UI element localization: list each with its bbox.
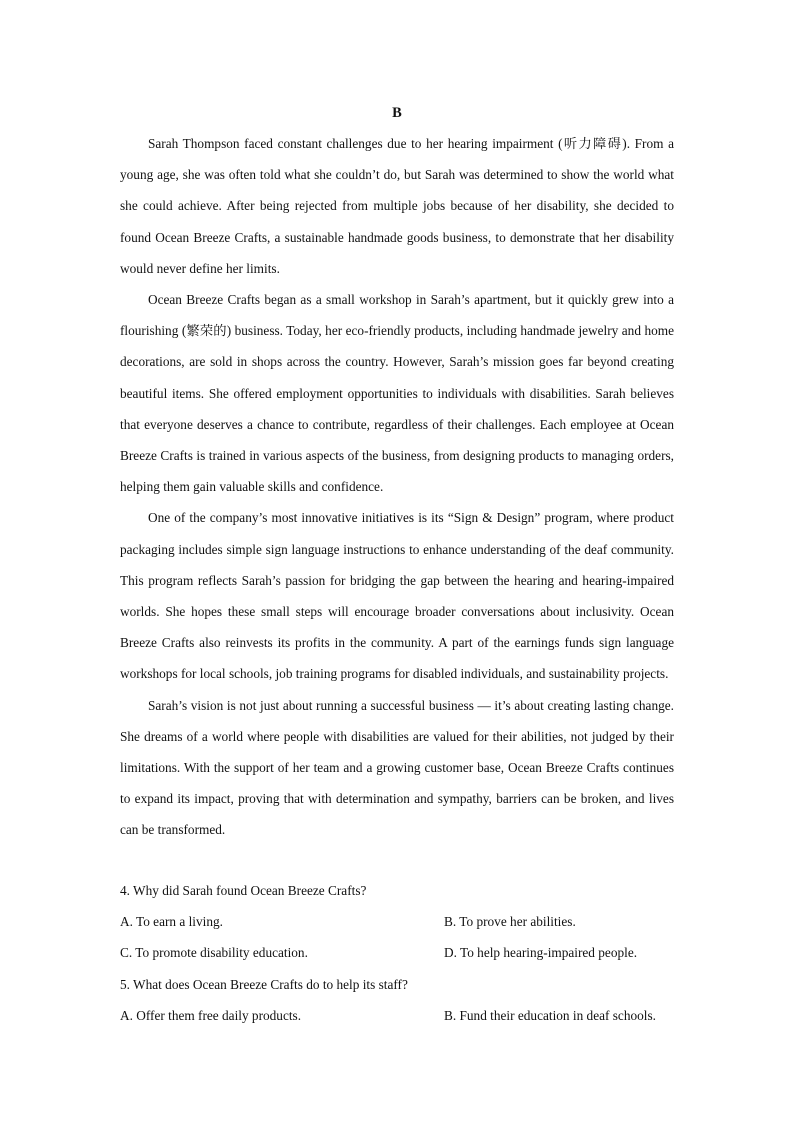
question-4: [120, 875, 680, 969]
section-label: B: [392, 105, 402, 121]
option-c: C. To promote disability education.: [120, 945, 308, 961]
question-stem: 5. What does Ocean Breeze Crafts do to help its staff?: [120, 976, 408, 992]
reading-passage: [120, 128, 674, 846]
passage-paragraph-1: Sarah Thompson faced constant challenges due to her hearing impairment (听力障碍). From a young age, she was often told what she couldn’t do, but Sarah was determined to show the world what she could achieve. After being rejected from multiple jobs because of her disability, she decided to found Ocean Breeze Crafts, a sustainable handmade goods business, to demonstrate that her disability would never define her limits.: [120, 136, 674, 276]
passage-paragraph-2: Ocean Breeze Crafts began as a small workshop in Sarah’s apartment, but it quickly grew into a flourishing (繁荣的) business. Today, her eco-friendly products, including handmade jewelry and home decorations, are sold in shops across the country. However, Sarah’s mission goes far beyond creating beautiful items. She offered employment opportunities to individuals with disabilities. Sarah believes that everyone deserves a chance to contribute, regardless of their challenges. Each employee at Ocean Breeze Crafts is trained in various aspects of the business, from designing products to managing orders, helping them gain valuable skills and confidence.: [120, 292, 674, 495]
option-b: B. Fund their education in deaf schools.: [444, 1007, 656, 1023]
passage-paragraph-3: One of the company’s most innovative initiatives is its “Sign & Design” program, where product packaging includes simple sign language instructions to enhance understanding of the deaf community. This program reflects Sarah’s passion for bridging the gap between the hearing and hearing-impaired worlds. She hopes these small steps will encourage broader conversations about inclusivity. Ocean Breeze Crafts also reinvests its profits in the community. A part of the earnings funds sign language workshops for local schools, job training programs for disabled individuals, and sustainability projects.: [120, 510, 674, 682]
passage-paragraph-4: Sarah’s vision is not just about running a successful business — it’s about creating lasting change. She dreams of a world where people with disabilities are valued for their abilities, not judged by their limitations. With the support of her team and a growing customer base, Ocean Breeze Crafts continues to expand its impact, proving that with determination and sympathy, barriers can be broken, and lives can be transformed.: [120, 697, 674, 838]
option-row: [120, 906, 680, 937]
option-b: B. To prove her abilities.: [444, 914, 576, 930]
question-5: [120, 969, 680, 1031]
question-list: [120, 875, 680, 1031]
option-row: [120, 937, 680, 968]
option-a: A. To earn a living.: [120, 914, 223, 930]
option-row: [120, 1000, 680, 1031]
question-stem: 4. Why did Sarah found Ocean Breeze Crafts?: [120, 883, 367, 898]
option-d: D. To help hearing-impaired people.: [444, 945, 638, 961]
option-a: A. Offer them free daily products.: [120, 1007, 302, 1023]
